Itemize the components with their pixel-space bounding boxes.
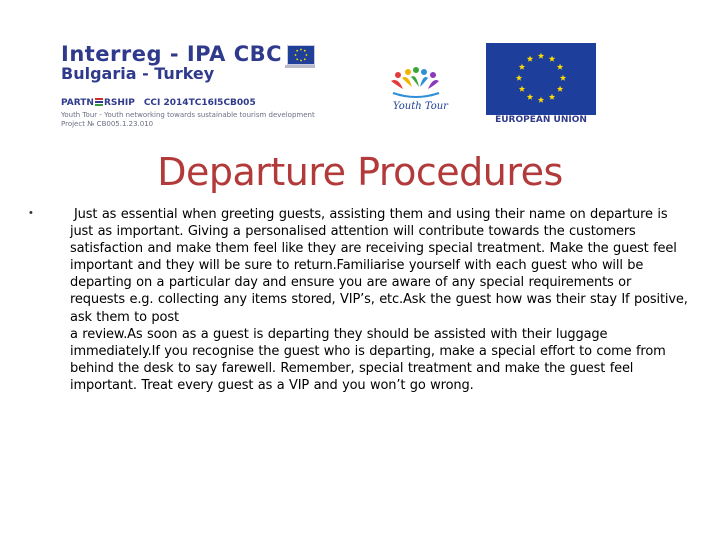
eu-flag-small-icon	[287, 45, 315, 65]
flag-caption	[285, 65, 315, 68]
eu-star	[519, 64, 525, 70]
eu-stars-icon	[288, 46, 314, 64]
eu-logo	[486, 43, 596, 127]
partnership-left: PARTN	[61, 97, 94, 108]
slide-title: Departure Procedures	[157, 150, 563, 194]
partnership-right: RSHIP	[103, 97, 135, 108]
youth-tour-figures-icon	[381, 65, 451, 103]
bridge-icon	[95, 98, 103, 107]
interreg-subtitle: Bulgaria - Turkey	[61, 64, 215, 83]
bullet-marker: •	[29, 207, 33, 219]
eu-flag-icon	[486, 43, 596, 115]
interreg-title: Interreg - IPA CBC	[61, 42, 283, 66]
eu-star	[557, 64, 563, 70]
eu-flag-stars-icon	[486, 43, 596, 115]
eu-star	[519, 86, 525, 92]
youth-tour-logo	[381, 65, 451, 125]
eu-star	[549, 94, 555, 100]
eu-star	[538, 53, 544, 59]
eu-star	[527, 56, 533, 62]
eu-star	[560, 75, 566, 81]
eu-star	[538, 97, 544, 103]
programme-code: CCI 2014TC16I5CB005	[143, 97, 256, 108]
partnership-line	[61, 96, 256, 109]
eu-star	[527, 94, 533, 100]
interreg-logo	[57, 40, 327, 140]
eu-star	[549, 56, 555, 62]
eu-star	[516, 75, 522, 81]
body-paragraph-2: a review.As soon as a guest is departing they should be assisted with their luggage immediately.If you recognise the guest who is departing, make a special effort to come from behind the desk to say farewell. Remember, special treatment and make the guest feel important. Treat every guest as a VIP and you won’t go wrong.	[70, 326, 666, 393]
body-text	[70, 206, 688, 394]
eu-star	[557, 86, 563, 92]
eu-label: EUROPEAN UNION	[495, 115, 587, 125]
body-paragraph-1: Just as essential when greeting guests, assisting them and using their name on departure is just as important. Giving a personalised attention will contribute towards the customers satisfaction and make them feel like they are receiving special treatment. Make the guest feel important and they will be sure to return.Familiarise yourself with each guest who will be departing on a particular day and ensure you are aware of any special requirements or requests e.g. collecting any items stored, VIP’s, etc.Ask the guest how was their stay If positive, ask them to post	[70, 207, 688, 325]
project-number: Project № CB005.1.23.010	[61, 120, 154, 128]
project-line: Youth Tour - Youth networking towards sustainable tourism development	[61, 111, 315, 119]
youth-tour-text: Youth Tour	[393, 101, 448, 112]
